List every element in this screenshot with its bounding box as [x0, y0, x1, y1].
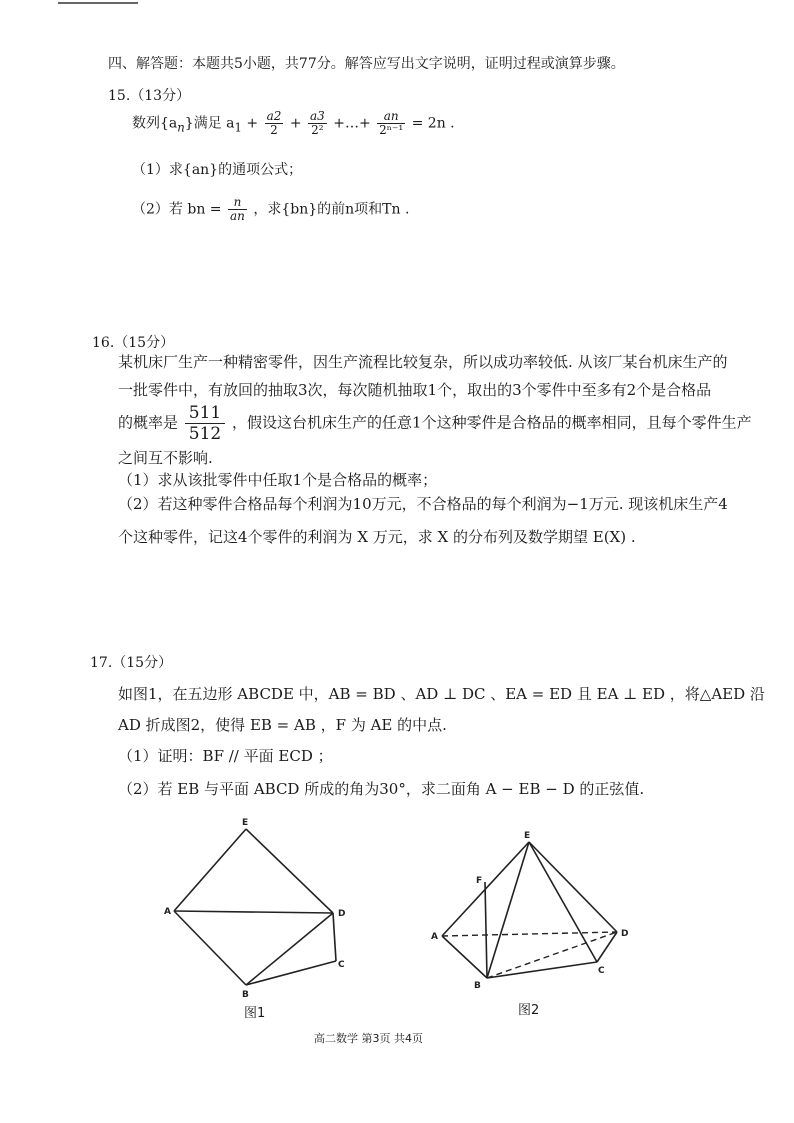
- q16-line4: 之间互不影响.: [118, 449, 213, 467]
- q16-probability-fraction: $\frac{511}{512}$: [185, 403, 225, 444]
- q16-line2: 一批零件中，有放回的抽取3次，每次随机抽取1个，取出的3个零件中至多有2个是合格品: [118, 381, 712, 399]
- q15-stem-mid: }满足 a: [184, 115, 235, 132]
- q16-part2-line1: （2）若这种零件合格品每个利润为10万元，不合格品的每个利润为−1万元. 现该机床生产4: [118, 495, 728, 513]
- fig1-label-a: A: [164, 907, 171, 917]
- q15-rhs: = 2n .: [411, 115, 455, 132]
- figure-1-caption: 图1: [244, 1006, 266, 1021]
- q17-line2: AD 折成图2，使得 EB = AB ，F 为 AE 的中点.: [118, 716, 447, 734]
- page-footer: 高二数学 第3页 共4页: [314, 1032, 423, 1045]
- q15-plus-2: +: [289, 115, 302, 132]
- q16-line3-suffix: ，假设这台机床生产的任意1个这种零件是合格品的概率相同，且每个零件生产: [232, 413, 752, 432]
- q16-part1: （1）求从该批零件中任取1个是合格品的概率；: [118, 471, 438, 489]
- q15-part1: （1）求{an}的通项公式；: [132, 162, 303, 178]
- q17-number: 17.（15分）: [90, 655, 173, 671]
- q15-stem-prefix: 数列{a: [132, 115, 178, 132]
- q15-term1: $\frac{a2}{2}$: [266, 109, 282, 137]
- q15-plus: +: [246, 115, 259, 132]
- q15-term3: $\frac{an}{\text{2ⁿ⁻¹}}$: [379, 109, 404, 137]
- figure-1-diagram: [150, 815, 380, 1025]
- fig2-label-e: E: [524, 831, 531, 841]
- fig1-label-c: C: [338, 960, 345, 970]
- q15-term2: $\frac{a3}{\text{2²}}$: [310, 109, 325, 137]
- section-header: 四、解答题：本题共5小题，共77分。解答应写出文字说明，证明过程或演算步骤。: [108, 56, 625, 72]
- q15-part2-suffix: ，求{bn}的前n项和Tn .: [253, 201, 410, 218]
- scan-top-mark: [58, 2, 138, 4]
- fig1-label-d: D: [338, 909, 346, 919]
- figure-2-diagram: [425, 825, 640, 1000]
- q15-stem: 数列$\{a_n\}$满足 $a_1$ + $\frac{a2}{2}$ + $\frac{a3}{\text{2²}}$ +…+ $\frac{an}{\text{2ⁿ⁻¹}}$ = 2n .: [132, 109, 455, 137]
- fig2-label-c: C: [598, 966, 605, 976]
- fig2-label-b: B: [474, 981, 481, 991]
- q17-part2: （2）若 EB 与平面 ABCD 所成的角为30°，求二面角 A − EB − D 的正弦值.: [118, 780, 645, 798]
- fig2-label-d: D: [621, 929, 629, 939]
- q16-number: 16.（15分）: [92, 335, 175, 351]
- q16-line3-prefix: 的概率是: [118, 413, 179, 432]
- figure-2-caption: 图2: [518, 1003, 540, 1018]
- q15-dots: +…+: [333, 115, 371, 132]
- q16-line3: [118, 403, 752, 444]
- q16-part2-line2: 个这种零件，记这4个零件的利润为 X 万元，求 X 的分布列及数学期望 E(X) .: [118, 528, 636, 546]
- q15-number: 15.（13分）: [108, 88, 191, 104]
- q15-part2: [132, 196, 409, 223]
- fig1-label-b: B: [242, 990, 249, 1000]
- q17-part1: （1）证明：BF // 平面 ECD ；: [118, 747, 333, 765]
- q16-line1: 某机床厂生产一种精密零件，因生产流程比较复杂，所以成功率较低. 从该厂某台机床生产的: [118, 353, 728, 371]
- q15-part2-prefix: （2）若 bn =: [132, 201, 222, 218]
- q17-line1: 如图1，在五边形 ABCDE 中，AB = BD 、AD ⊥ DC 、EA = ED 且 EA ⊥ ED ，将△AED 沿: [118, 685, 765, 703]
- fig2-label-a: A: [431, 932, 438, 942]
- fig2-label-f: F: [476, 876, 483, 886]
- q15-part2-frac: $\frac{n}{an}$: [229, 195, 245, 223]
- fig1-label-e: E: [242, 818, 249, 828]
